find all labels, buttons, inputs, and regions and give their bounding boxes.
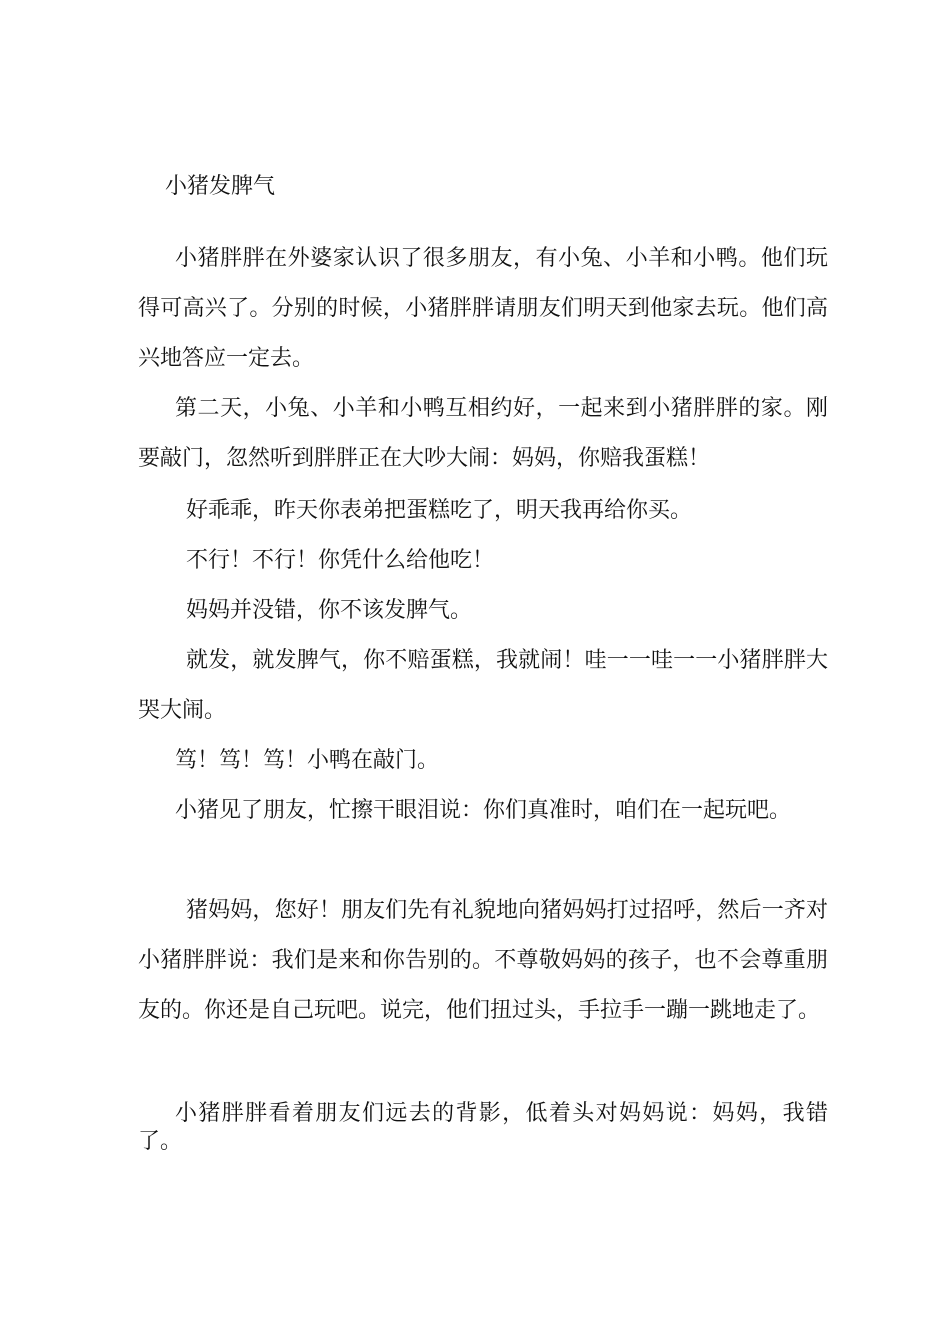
paragraph-1: 小猪胖胖在外婆家认识了很多朋友，有小兔、小羊和小鸭。他们玩得可高兴了。分别的时候，小猪胖胖请朋友们明天到他家去玩。他们高兴地答应一定去。 [138,246,828,371]
paragraph-10: 小猪胖胖看着朋友们远去的背影，低着头对妈妈说：妈妈，我错了。 [138,1101,828,1154]
paragraph-7: 笃！笃！笃！小鸭在敲门。 [175,748,440,773]
document-title: 小猪发脾气 [165,174,276,199]
paragraph-8: 小猪见了朋友，忙擦干眼泪说：你们真准时，咱们在一起玩吧。 [175,798,792,823]
paragraph-4: 不行！不行！你凭什么给他吃！ [186,548,495,573]
paragraph-9: 猪妈妈，您好！朋友们先有礼貌地向猪妈妈打过招呼，然后一齐对小猪胖胖说：我们是来和你告别的。不尊敬妈妈的孩子，也不会尊重朋友的。你还是自己玩吧。说完，他们扭过头，手拉手一蹦一跳地走了。 [138,898,828,1023]
paragraph-3: 好乖乖，昨天你表弟把蛋糕吃了，明天我再给你买。 [186,498,693,523]
paragraph-5: 妈妈并没错，你不该发脾气。 [186,598,473,623]
paragraph-2: 第二天，小兔、小羊和小鸭互相约好，一起来到小猪胖胖的家。刚要敲门，忽然听到胖胖正在大吵大闹：妈妈，你赔我蛋糕！ [138,396,828,471]
paragraph-6: 就发，就发脾气，你不赔蛋糕，我就闹！哇一一哇一一小猪胖胖大哭大闹。 [138,648,828,723]
